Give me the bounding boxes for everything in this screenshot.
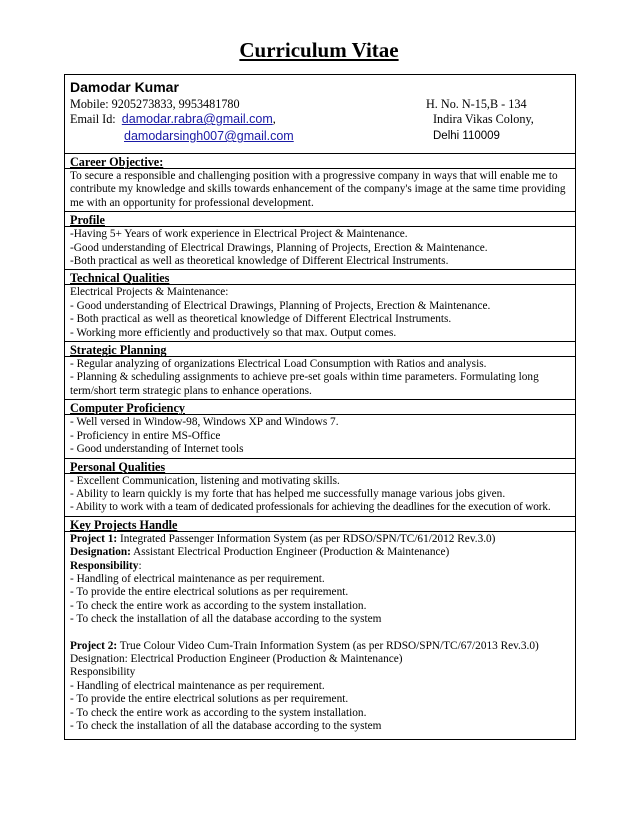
email-line-2	[124, 129, 294, 143]
project-1-designation-label: Designation:	[70, 546, 131, 559]
candidate-name: Damodar Kumar	[70, 79, 179, 95]
project-1-item: - To check the entire work as according to the system installation.	[70, 599, 367, 612]
contact-header	[65, 75, 575, 154]
strategic-item: - Regular analyzing of organizations Electrical Load Consumption with Ratios and analysis.	[70, 358, 487, 371]
address-line-3: Delhi 110009	[433, 130, 500, 142]
mobile-line: Mobile: 9205273833, 9953481780	[70, 97, 240, 111]
projects-body	[65, 532, 575, 735]
career-body	[65, 169, 575, 212]
project-1-item: - Handling of electrical maintenance as per requirement.	[70, 572, 325, 585]
project-2-title	[70, 640, 571, 653]
technical-item: Electrical Projects & Maintenance:	[70, 286, 229, 299]
project-2-designation: Designation: Electrical Production Engineer (Production & Maintenance)	[70, 652, 403, 665]
project-1-item: - To provide the entire electrical solutions as per requirement.	[70, 586, 349, 599]
strategic-body	[65, 357, 575, 400]
profile-body	[65, 227, 575, 270]
computer-item: - Good understanding of Internet tools	[70, 443, 244, 456]
technical-item: - Working more efficiently and productively so that max. Output comes.	[70, 326, 397, 339]
technical-body	[65, 285, 575, 342]
project-2-item: - To check the entire work as according to the system installation.	[70, 706, 367, 719]
project-1-item: - To check the installation of all the database according to the system	[70, 613, 382, 626]
project-gap	[70, 627, 571, 640]
project-1-responsibility	[70, 560, 571, 573]
profile-item: -Both practical as well as theoretical knowledge of Different Electrical Instruments.	[70, 255, 449, 268]
project-2-text: True Colour Video Cum-Train Information System (as per RDSO/SPN/TC/67/2013 Rev.3.0)	[117, 639, 539, 652]
computer-body	[65, 415, 575, 458]
email-link-2[interactable]: damodarsingh007@gmail.com	[124, 129, 294, 143]
email-separator: ,	[272, 112, 276, 126]
technical-item: - Both practical as well as theoretical knowledge of Different Electrical Instruments.	[70, 313, 452, 326]
email-label: Email Id:	[70, 112, 116, 126]
technical-heading: Technical Qualities	[65, 270, 575, 285]
computer-item: - Proficiency in entire MS-Office	[70, 429, 221, 442]
address-line-1: H. No. N-15,B - 134	[426, 97, 527, 111]
career-heading: Career Objective:	[65, 154, 575, 169]
document-title: Curriculum Vitae	[239, 38, 399, 62]
project-1-resp-label: Responsibility	[70, 559, 139, 572]
project-2-responsibility: Responsibility	[70, 666, 136, 679]
address-line-2: Indira Vikas Colony,	[433, 112, 534, 126]
strategic-heading: Strategic Planning	[65, 342, 575, 357]
personal-item: - Ability to learn quickly is my forte that has helped me successfully manage various jobs given.	[70, 487, 506, 500]
cv-box	[64, 74, 576, 740]
career-text: To secure a responsible and challenging position with a progressive company in ways that will enable me to contribute my knowledge and skills towards enhancement of the company's image at the same time providing me with an opportunity for professional development.	[70, 170, 566, 209]
project-1-text: Integrated Passenger Information System (as per RDSO/SPN/TC/61/2012 Rev.3.0)	[117, 532, 496, 545]
profile-item: -Good understanding of Electrical Drawings, Planning of Projects, Erection & Maintenance.	[70, 241, 488, 254]
project-1-title	[70, 533, 571, 546]
project-1-designation-text: Assistant Electrical Production Engineer (Production & Maintenance)	[130, 546, 450, 559]
project-2-item: - To check the installation of all the database according to the system	[70, 720, 382, 732]
profile-item: -Having 5+ Years of work experience in Electrical Project & Maintenance.	[70, 228, 408, 241]
personal-body	[65, 474, 575, 517]
projects-heading: Key Projects Handle	[65, 517, 575, 532]
computer-heading: Computer Proficiency	[65, 400, 575, 415]
email-line	[70, 112, 276, 126]
computer-item: - Well versed in Window-98, Windows XP and Windows 7.	[70, 416, 339, 429]
project-2-label: Project 2:	[70, 639, 118, 652]
project-2-item: - To provide the entire electrical solutions as per requirement.	[70, 693, 349, 706]
profile-heading: Profile	[65, 212, 575, 227]
project-2-item: - Handling of electrical maintenance as per requirement.	[70, 679, 325, 692]
personal-item: - Excellent Communication, listening and motivating skills.	[70, 474, 340, 487]
email-link-1[interactable]: damodar.rabra@gmail.com	[121, 112, 273, 126]
personal-item: - Ability to work with a team of dedicated professionals for achieving the deadlines for the execution of work.	[70, 501, 551, 514]
strategic-item: - Planning & scheduling assignments to achieve pre-set goals within time parameters. Formulating long term/short term strategic plans to enhance operations.	[70, 371, 539, 397]
project-1-resp-colon: :	[138, 559, 142, 572]
technical-item: - Good understanding of Electrical Drawings, Planning of Projects, Erection & Maintenance.	[70, 299, 491, 312]
project-1-label: Project 1:	[70, 532, 118, 545]
project-1-designation	[70, 546, 571, 559]
personal-heading: Personal Qualities	[65, 459, 575, 474]
